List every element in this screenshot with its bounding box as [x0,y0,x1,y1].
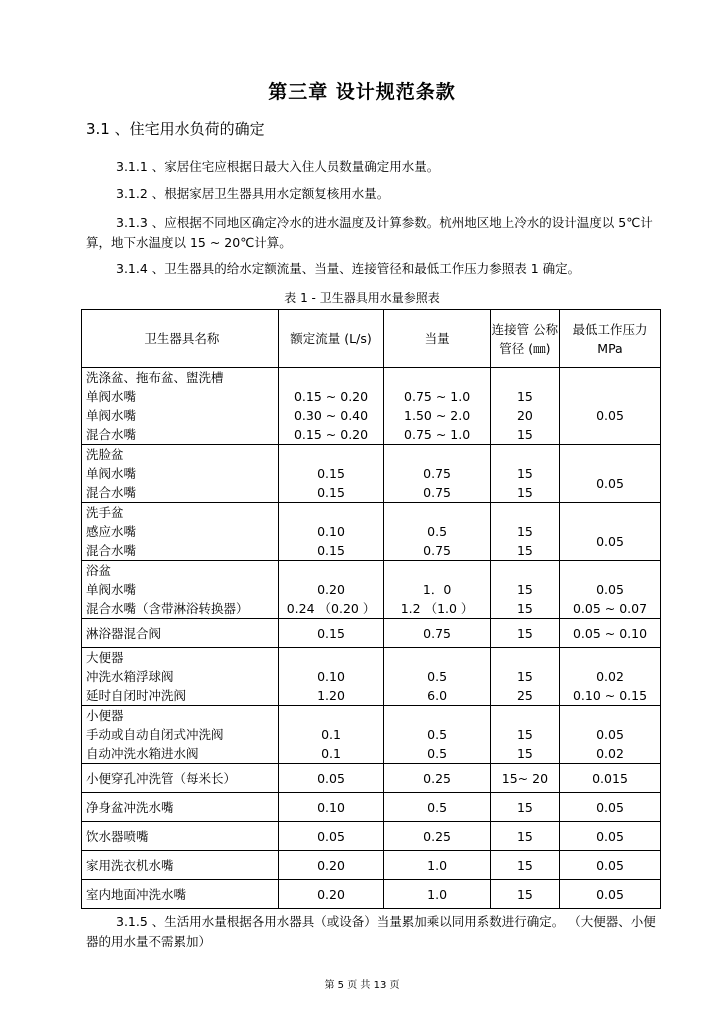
fixture-group-name: 洗脸盆 [86,447,124,462]
equivalent-value: 1.0 [427,857,448,873]
equivalent-value: 0.75 ~ 1.0 [404,389,471,404]
pipe-diameter-value: 15 [516,799,533,815]
pipe-diameter-cell [490,648,559,706]
equivalent-value: 0.75 [423,543,451,558]
pipe-diameter-value: 15 [516,669,533,684]
rated-flow-value: 0.20 [317,857,345,873]
min-pressure-value: 0.05 [596,857,624,873]
min-pressure-value: 0.05 [596,582,624,597]
table-row [82,793,661,822]
table-row [82,561,661,619]
equivalent-cell [384,648,490,706]
pipe-diameter-value: 15~ 20 [501,770,549,786]
fixture-item-name: 延时自闭时冲洗阀 [86,688,187,703]
fixture-item-name: 混合水嘴（含带淋浴转换器） [86,601,249,616]
rated-flow-value: 1.20 [317,688,345,703]
equivalent-value: 1．0 [422,582,452,597]
min-pressure-cell [560,706,661,764]
min-pressure-value: 0.05 [596,475,624,491]
pipe-diameter-value: 15 [516,625,533,641]
equivalent-cell [384,368,490,445]
rated-flow-cell [278,445,384,503]
rated-flow-cell [278,880,384,909]
min-pressure-value: 0.05 [596,727,624,742]
pipe-diameter-value: 15 [516,389,533,404]
equivalent-cell [384,706,490,764]
paragraph-3-1-1: 3.1.1 、家居住宅应根据日最大入住人员数量确定用水量。 [116,159,440,174]
fixture-item-name: 单阀水嘴 [86,408,137,423]
rated-flow-value: 0.05 [317,770,345,786]
table-body [82,368,661,909]
fixture-name-cell [82,851,279,880]
min-pressure-value: 0.02 [596,746,624,761]
min-pressure-value: 0.05 [596,799,624,815]
pipe-diameter-value: 20 [516,408,533,423]
pipe-diameter-cell [490,503,559,561]
rated-flow-value: 0.20 [317,886,345,902]
pipe-diameter-value: 15 [516,601,533,616]
min-pressure-cell [560,368,661,445]
equivalent-value: 0.25 [423,828,451,844]
min-pressure-cell [560,822,661,851]
header-pipe-diameter: 连接管 公称管径 (㎜) [490,310,559,368]
min-pressure-value: 0.05 [596,828,624,844]
fixture-item-name: 混合水嘴 [86,427,137,442]
rated-flow-value: 0.10 [317,524,345,539]
min-pressure-value: 0.05 ~ 0.07 [572,601,648,616]
header-equivalent: 当量 [384,310,490,368]
min-pressure-value: 0.015 [592,770,628,786]
paragraph-3-1-4: 3.1.4 、卫生器具的给水定额流量、当量、连接管径和最低工作压力参照表 1 确定。 [116,261,581,276]
fixture-item-name: 感应水嘴 [86,524,137,539]
table-row [82,619,661,648]
equivalent-cell [384,619,490,648]
table-row [82,648,661,706]
pipe-diameter-cell [490,445,559,503]
fixture-name-cell [82,368,279,445]
min-pressure-cell [560,880,661,909]
min-pressure-value: 0.10 ~ 0.15 [572,688,648,703]
pipe-diameter-cell [490,880,559,909]
rated-flow-cell [278,764,384,793]
rated-flow-cell [278,368,384,445]
fixture-name: 家用洗衣机水嘴 [86,857,174,873]
paragraph-3-1-5: 3.1.5 、生活用水量根据各用水器具（或设备）当量累加乘以同用系数进行确定。 （大便器、小便器的用水量不需累加） [86,914,656,949]
equivalent-value: 0.75 [423,625,451,641]
table-row [82,445,661,503]
min-pressure-value: 0.05 [596,533,624,549]
min-pressure-cell [560,764,661,793]
equivalent-value: 0.5 [427,746,448,761]
fixture-name: 净身盆冲洗水嘴 [86,799,174,815]
equivalent-value: 0.5 [427,799,448,815]
fixture-water-table [81,309,661,909]
equivalent-cell [384,880,490,909]
header-min-pressure: 最低工作压力 MPa [560,310,661,368]
rated-flow-value: 0.15 [317,543,345,558]
equivalent-cell [384,793,490,822]
rated-flow-value: 0.15 ~ 0.20 [293,427,369,442]
header-rated-flow: 额定流量 (L/s) [278,310,384,368]
pipe-diameter-value: 15 [516,857,533,873]
pipe-diameter-cell [490,619,559,648]
min-pressure-value: 0.05 [596,886,624,902]
pipe-diameter-cell [490,764,559,793]
pipe-diameter-cell [490,706,559,764]
equivalent-value: 1.50 ~ 2.0 [404,408,471,423]
equivalent-value: 1.2 （1.0 ） [400,601,474,616]
pipe-diameter-value: 15 [516,543,533,558]
fixture-name-cell [82,764,279,793]
rated-flow-value: 0.10 [317,799,345,815]
table-row [82,706,661,764]
table-row [82,851,661,880]
min-pressure-cell [560,445,661,503]
fixture-group-name: 洗涤盆、拖布盆、盥洗槽 [86,370,224,385]
fixture-item-name: 混合水嘴 [86,543,137,558]
rated-flow-cell [278,561,384,619]
pipe-diameter-value: 15 [516,466,533,481]
pipe-diameter-value: 15 [516,727,533,742]
fixture-name: 饮水器喷嘴 [86,828,149,844]
rated-flow-value: 0.10 [317,669,345,684]
rated-flow-value: 0.15 [317,485,345,500]
min-pressure-cell [560,503,661,561]
rated-flow-value: 0.1 [321,746,341,761]
fixture-name: 淋浴器混合阀 [86,625,162,641]
equivalent-cell [384,503,490,561]
equivalent-cell [384,764,490,793]
fixture-name-cell [82,619,279,648]
min-pressure-cell [560,648,661,706]
fixture-group-name: 大便器 [86,650,124,665]
fixture-item-name: 单阀水嘴 [86,582,137,597]
fixture-name-cell [82,561,279,619]
table-row [82,764,661,793]
equivalent-value: 0.75 [423,485,451,500]
section-heading: 3.1 、住宅用水负荷的确定 [86,120,265,138]
rated-flow-cell [278,706,384,764]
min-pressure-cell [560,851,661,880]
pipe-diameter-cell [490,851,559,880]
fixture-name-cell [82,503,279,561]
equivalent-cell [384,445,490,503]
table-row [82,822,661,851]
rated-flow-cell [278,648,384,706]
fixture-group-name: 小便器 [86,708,124,723]
rated-flow-value: 0.15 [317,466,345,481]
equivalent-value: 6.0 [427,688,448,703]
equivalent-cell [384,561,490,619]
fixture-item-name: 混合水嘴 [86,485,137,500]
fixture-name: 小便穿孔冲洗管（每米长） [86,770,237,786]
table-row [82,368,661,445]
rated-flow-value: 0.30 ~ 0.40 [293,408,369,423]
rated-flow-cell [278,793,384,822]
pipe-diameter-value: 15 [516,582,533,597]
fixture-item-name: 单阀水嘴 [86,389,137,404]
rated-flow-value: 0.05 [317,828,345,844]
rated-flow-cell [278,503,384,561]
min-pressure-cell [560,619,661,648]
rated-flow-cell [278,822,384,851]
header-fixture-name: 卫生器具名称 [82,310,279,368]
equivalent-cell [384,822,490,851]
fixture-item-name: 单阀水嘴 [86,466,137,481]
min-pressure-value: 0.02 [596,669,624,684]
equivalent-cell [384,851,490,880]
equivalent-value: 1.0 [427,886,448,902]
min-pressure-cell [560,793,661,822]
fixture-group-name: 洗手盆 [86,505,124,520]
page-footer: 第 5 页 共 13 页 [324,980,400,991]
pipe-diameter-value: 15 [516,485,533,500]
paragraph-3-1-2: 3.1.2 、根据家居卫生器具用水定额复核用水量。 [116,186,390,201]
paragraph-3-1-3: 3.1.3 、应根据不同地区确定冷水的进水温度及计算参数。杭州地区地上冷水的设计温度以 5℃计算，地下水温度以 15 ~ 20℃计算。 [86,215,653,250]
fixture-name-cell [82,648,279,706]
page-title: 第三章 设计规范条款 [268,81,456,103]
rated-flow-value: 0.24 （0.20 ） [286,601,376,616]
fixture-group-name: 浴盆 [86,563,112,578]
min-pressure-value: 0.05 [596,408,624,423]
equivalent-value: 0.5 [427,727,448,742]
table-header-row [82,310,661,368]
pipe-diameter-value: 25 [516,688,533,703]
pipe-diameter-cell [490,793,559,822]
table-row [82,503,661,561]
pipe-diameter-cell [490,822,559,851]
fixture-item-name: 自动冲洗水箱进水阀 [86,746,199,761]
equivalent-value: 0.5 [427,669,448,684]
rated-flow-cell [278,619,384,648]
fixture-name-cell [82,706,279,764]
equivalent-value: 0.75 [423,466,451,481]
fixture-name-cell [82,822,279,851]
rated-flow-value: 0.20 [317,582,345,597]
pipe-diameter-value: 15 [516,427,533,442]
fixture-name-cell [82,793,279,822]
equivalent-value: 0.25 [423,770,451,786]
pipe-diameter-cell [490,368,559,445]
min-pressure-cell [560,561,661,619]
equivalent-value: 0.5 [427,524,448,539]
rated-flow-cell [278,851,384,880]
pipe-diameter-cell [490,561,559,619]
pipe-diameter-value: 15 [516,746,533,761]
pipe-diameter-value: 15 [516,524,533,539]
min-pressure-value: 0.05 ~ 0.10 [572,625,648,641]
rated-flow-value: 0.15 ~ 0.20 [293,389,369,404]
rated-flow-value: 0.15 [317,625,345,641]
equivalent-value: 0.75 ~ 1.0 [404,427,471,442]
pipe-diameter-value: 15 [516,886,533,902]
fixture-name-cell [82,445,279,503]
fixture-item-name: 手动或自动自闭式冲洗阀 [86,727,224,742]
table-row [82,880,661,909]
table-caption: 表 1 - 卫生器具用水量参照表 [284,291,440,305]
fixture-name: 室内地面冲洗水嘴 [86,886,187,902]
fixture-item-name: 冲洗水箱浮球阀 [86,669,174,684]
pipe-diameter-value: 15 [516,828,533,844]
rated-flow-value: 0.1 [321,727,341,742]
fixture-name-cell [82,880,279,909]
